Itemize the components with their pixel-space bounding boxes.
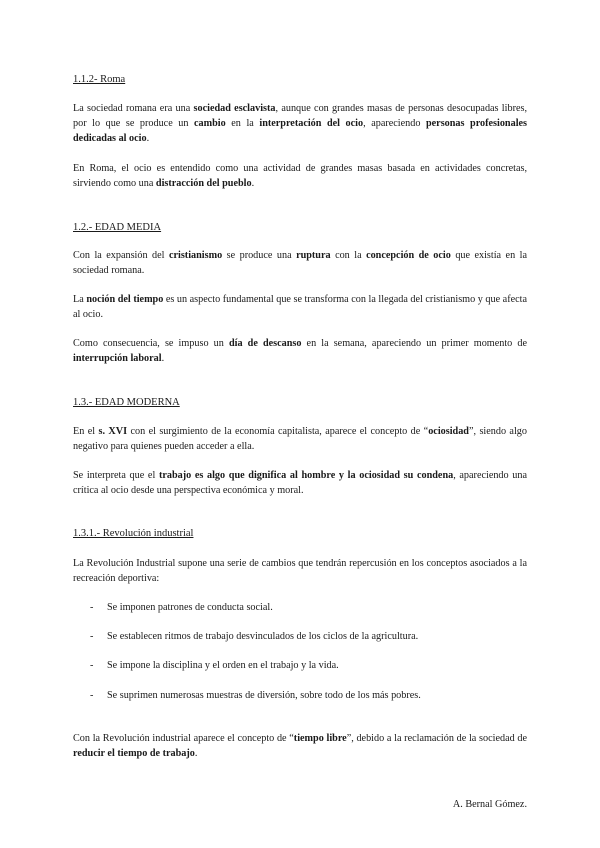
footer-author: A. Bernal Gómez. (452, 799, 527, 810)
list-item: - Se impone la disciplina y el orden en el trabajo y la vida. (90, 660, 339, 671)
paragraph-moderna-1: En el s. XVI con el surgimiento de la economía capitalista, aparece el concepto de “ociosidad”, siendo algo negativo para quienes pueden acceder a ella. (73, 426, 527, 452)
list-item: - Se establecen ritmos de trabajo desvinculados de los ciclos de la agricultura. (90, 631, 419, 642)
paragraph-media-2: La noción del tiempo es un aspecto fundamental que se transforma con la llegada del cristianismo y que afecta al ocio. (73, 294, 527, 320)
heading-edad-media: 1.2.- EDAD MEDIA (73, 222, 162, 233)
heading-roma: 1.1.2- Roma (73, 74, 126, 85)
paragraph-media-1: Con la expansión del cristianismo se produce una ruptura con la concepción de ocio que existía en la sociedad romana. (73, 250, 527, 276)
paragraph-roma-2: En Roma, el ocio es entendido como una actividad de grandes masas basada en actividades concretas, sirviendo como una distracción del pueblo. (73, 163, 527, 189)
list-item: - Se suprimen numerosas muestras de diversión, sobre todo de los más pobres. (90, 690, 421, 701)
heading-revolucion-industrial: 1.3.1.- Revolución industrial (73, 528, 194, 539)
paragraph-moderna-2: Se interpreta que el trabajo es algo que dignifica al hombre y la ociosidad su condena, apareciendo una crítica al ocio desde una perspectiva económica y moral. (73, 470, 527, 496)
paragraph-roma-1: La sociedad romana era una sociedad esclavista, aunque con grandes masas de personas desocupadas libres, por lo que se produce un cambio en la interpretación del ocio, apareciendo personas profesionales dedicadas al ocio. (73, 103, 528, 144)
heading-edad-moderna: 1.3.- EDAD MODERNA (73, 397, 180, 408)
paragraph-industrial-intro: La Revolución Industrial supone una serie de cambios que tendrán repercusión en los conceptos asociados a la recreación deportiva: (73, 558, 527, 584)
paragraph-industrial-closing: Con la Revolución industrial aparece el concepto de “tiempo libre”, debido a la reclamación de la sociedad de reducir el tiempo de trabajo. (73, 733, 528, 759)
list-item: - Se imponen patrones de conducta social. (90, 602, 273, 613)
paragraph-media-3: Como consecuencia, se impuso un día de descanso en la semana, apareciendo un primer momento de interrupción laboral. (73, 338, 527, 364)
